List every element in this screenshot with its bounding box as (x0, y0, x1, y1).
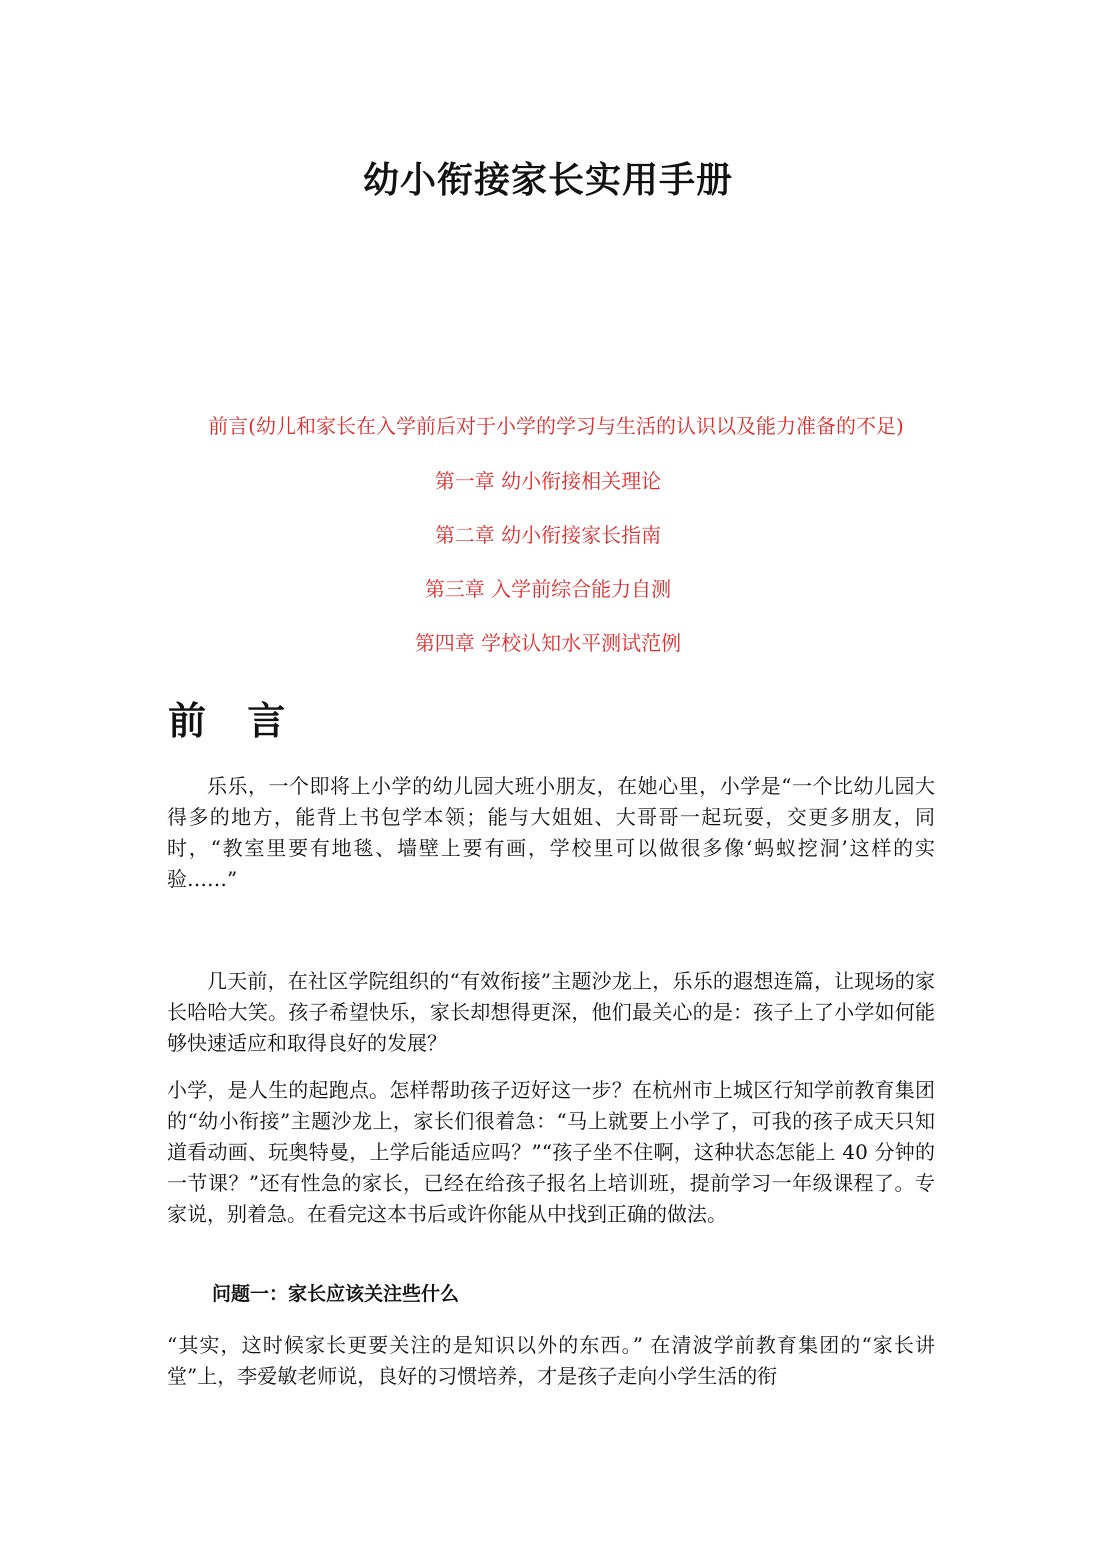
toc-item-preface[interactable]: 前言(幼儿和家长在入学前后对于小学的学习与生活的认识以及能力准备的不足) (208, 414, 904, 438)
paragraph-1: 乐乐，一个即将上小学的幼儿园大班小朋友，在她心里，小学是“一个比幼儿园大得多的地方，能背上书包学本领；能与大姐姐、大哥哥一起玩耍，交更多朋友，同时，“教室里要有地毯、墙壁上要有画，学校里可以做很多像‘蚂蚁挖洞’这样的实验……” (167, 774, 935, 891)
toc-item-chapter-3[interactable]: 第三章 入学前综合能力自测 (424, 577, 672, 601)
toc-item-chapter-4[interactable]: 第四章 学校认知水平测试范例 (414, 631, 682, 655)
paragraph-2: 几天前，在社区学院组织的“有效衔接”主题沙龙上，乐乐的遐想连篇，让现场的家长哈哈大笑。孩子希望快乐，家长却想得更深，他们最关心的是：孩子上了小学如何能够快速适应和取得良好的发展？ (167, 969, 935, 1055)
paragraph-3: 小学，是人生的起跑点。怎样帮助孩子迈好这一步？在杭州市上城区行知学前教育集团的“幼小衔接”主题沙龙上，家长们很着急：“马上就要上小学了，可我的孩子成天只知道看动画、玩奥特曼，上学后能适应吗？”“孩子坐不住啊，这种状态怎能上 40 分钟的一节课？”还有性急的家长，已经在给孩子报名上培训班，提前学习一年级课程了。专家说，别着急。在看完这本书后或许你能从中找到正确的做法。 (167, 1078, 935, 1226)
question-heading: 问题一：家长应该关注些什么 (212, 1283, 460, 1305)
toc-item-chapter-1[interactable]: 第一章 幼小衔接相关理论 (434, 469, 662, 493)
document-title: 幼小衔接家长实用手册 (362, 160, 733, 201)
section-heading-preface: 前 言 (168, 699, 300, 743)
toc-item-chapter-2[interactable]: 第二章 幼小衔接家长指南 (434, 523, 662, 547)
question-paragraph: “其实，这时候家长更要关注的是知识以外的东西。” 在清波学前教育集团的“家长讲堂”上，李爱敏老师说，良好的习惯培养，才是孩子走向小学生活的衔 (167, 1333, 935, 1388)
